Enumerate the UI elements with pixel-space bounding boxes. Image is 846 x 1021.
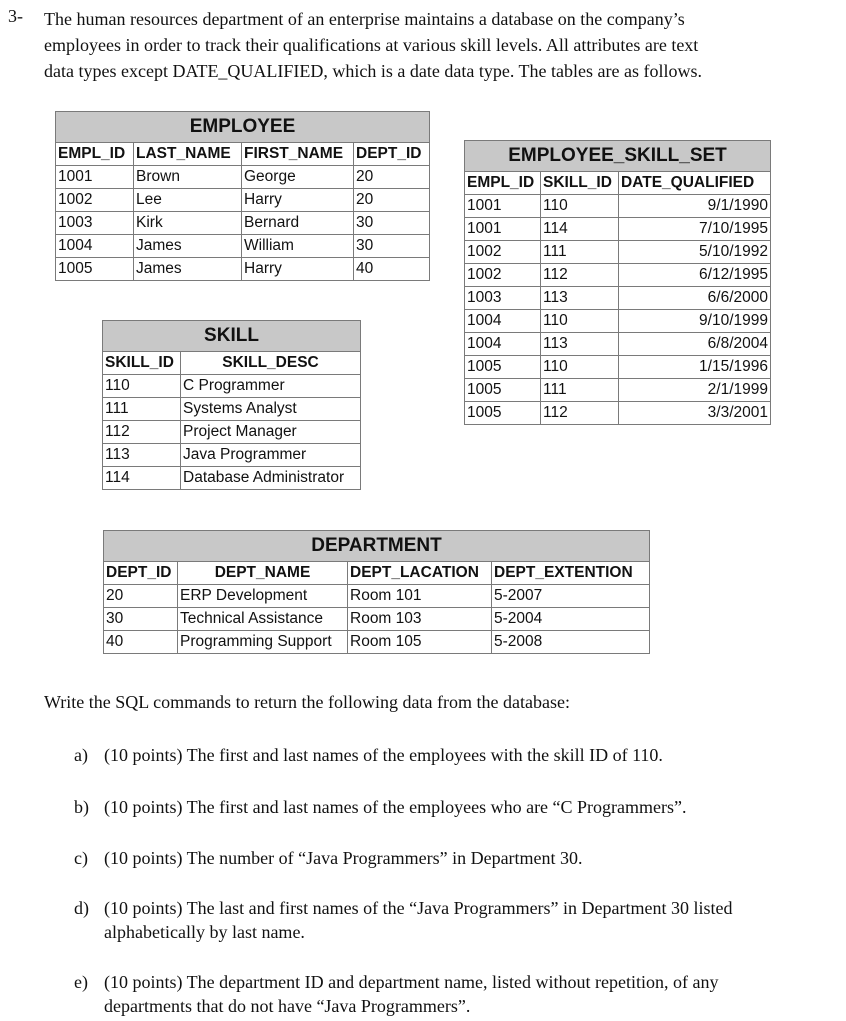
table-row (103, 444, 361, 467)
table-cell: 110 (541, 195, 619, 218)
sub-question-label: c) (74, 848, 88, 868)
table-cell: 20 (104, 585, 178, 608)
table-cell: 1001 (465, 218, 541, 241)
column-header: DEPT_EXTENTION (492, 562, 650, 585)
table-cell: Programming Support (178, 631, 348, 654)
sub-question-b (74, 795, 794, 819)
sub-question-label: b) (74, 797, 89, 817)
question-number: 3- (8, 6, 23, 26)
table-cell: 111 (541, 379, 619, 402)
table-cell: 111 (103, 398, 181, 421)
column-header: SKILL_ID (103, 352, 181, 375)
column-header: FIRST_NAME (242, 143, 354, 166)
table-cell: George (242, 166, 354, 189)
table-cell: William (242, 235, 354, 258)
table-cell: 6/6/2000 (619, 287, 771, 310)
table-row (104, 608, 650, 631)
table-cell: James (134, 235, 242, 258)
table-cell: 9/10/1999 (619, 310, 771, 333)
sub-question-label: a) (74, 745, 88, 765)
sub-question-label: d) (74, 898, 89, 918)
table-cell: 5-2008 (492, 631, 650, 654)
sub-question-text: (10 points) The number of “Java Programmers” in Department 30. (104, 848, 583, 868)
table-cell: 1005 (465, 379, 541, 402)
table-row (103, 375, 361, 398)
table-cell: 30 (354, 235, 430, 258)
table-cell: 1002 (56, 189, 134, 212)
table-cell: Room 101 (348, 585, 492, 608)
sub-question-e (74, 970, 794, 1020)
table-cell: Room 105 (348, 631, 492, 654)
table-cell: 9/1/1990 (619, 195, 771, 218)
table-row (465, 333, 771, 356)
column-header: DEPT_LACATION (348, 562, 492, 585)
table-title: SKILL (103, 321, 361, 352)
employee-skill-set-table (464, 140, 771, 425)
table-cell: 5-2007 (492, 585, 650, 608)
table-cell: 2/1/1999 (619, 379, 771, 402)
table-row (465, 287, 771, 310)
table-cell: 1004 (465, 310, 541, 333)
table-cell: 1005 (465, 356, 541, 379)
table-row (465, 356, 771, 379)
table-row (103, 421, 361, 444)
table-row (465, 264, 771, 287)
table-cell: 5/10/1992 (619, 241, 771, 264)
table-cell: Lee (134, 189, 242, 212)
table-cell: 3/3/2001 (619, 402, 771, 425)
skill-table (102, 320, 361, 490)
table-row (104, 631, 650, 654)
table-row (465, 379, 771, 402)
table-cell: Harry (242, 258, 354, 281)
table-cell: 112 (541, 264, 619, 287)
table-cell: 110 (541, 356, 619, 379)
column-header: SKILL_ID (541, 172, 619, 195)
table-row (465, 402, 771, 425)
column-header: EMPL_ID (465, 172, 541, 195)
table-cell: 1002 (465, 241, 541, 264)
table-cell: 40 (354, 258, 430, 281)
table-row (56, 235, 430, 258)
column-header: LAST_NAME (134, 143, 242, 166)
table-cell: 1002 (465, 264, 541, 287)
intro-line: employees in order to track their qualifications at various skill levels. All attributes are text (44, 35, 699, 55)
table-cell: 1005 (465, 402, 541, 425)
question-intro (44, 6, 834, 84)
table-row (465, 218, 771, 241)
intro-line: The human resources department of an enterprise maintains a database on the company’s (44, 9, 685, 29)
intro-line: data types except DATE_QUALIFIED, which is a date data type. The tables are as follows. (44, 61, 702, 81)
table-cell: 112 (103, 421, 181, 444)
table-row (465, 310, 771, 333)
table-cell: Harry (242, 189, 354, 212)
column-header: DEPT_ID (104, 562, 178, 585)
table-row (103, 467, 361, 490)
table-cell: Kirk (134, 212, 242, 235)
column-header: SKILL_DESC (181, 352, 361, 375)
sub-question-a (74, 743, 794, 767)
sub-question-d (74, 896, 794, 946)
table-cell: 1004 (56, 235, 134, 258)
table-cell: 5-2004 (492, 608, 650, 631)
table-cell: Bernard (242, 212, 354, 235)
sub-question-text: (10 points) The first and last names of the employees who are “C Programmers”. (104, 797, 687, 817)
table-cell: 1003 (56, 212, 134, 235)
table-cell: Systems Analyst (181, 398, 361, 421)
table-cell: ERP Development (178, 585, 348, 608)
table-cell: 1004 (465, 333, 541, 356)
table-title: DEPARTMENT (104, 531, 650, 562)
table-cell: Project Manager (181, 421, 361, 444)
sub-question-label: e) (74, 972, 88, 992)
table-cell: Technical Assistance (178, 608, 348, 631)
table-cell: James (134, 258, 242, 281)
table-cell: 110 (541, 310, 619, 333)
sql-prompt: Write the SQL commands to return the following data from the database: (44, 692, 570, 712)
table-cell: 1003 (465, 287, 541, 310)
table-row (56, 189, 430, 212)
sub-question-c (74, 846, 794, 870)
column-header: DEPT_ID (354, 143, 430, 166)
column-header: EMPL_ID (56, 143, 134, 166)
department-table (103, 530, 650, 654)
sub-question-text: (10 points) The first and last names of the employees with the skill ID of 110. (104, 745, 663, 765)
table-cell: 111 (541, 241, 619, 264)
table-row (56, 258, 430, 281)
table-cell: 1/15/1996 (619, 356, 771, 379)
table-cell: 1001 (465, 195, 541, 218)
table-cell: 6/8/2004 (619, 333, 771, 356)
table-cell: Room 103 (348, 608, 492, 631)
table-cell: C Programmer (181, 375, 361, 398)
sub-question-text: (10 points) The department ID and department name, listed without repetition, of any departments that do not have “Java Programmers”. (104, 972, 719, 1016)
table-cell: 114 (103, 467, 181, 490)
table-cell: Database Administrator (181, 467, 361, 490)
table-title: EMPLOYEE_SKILL_SET (465, 141, 771, 172)
table-cell: 6/12/1995 (619, 264, 771, 287)
table-row (103, 398, 361, 421)
table-cell: 1005 (56, 258, 134, 281)
table-cell: 112 (541, 402, 619, 425)
table-cell: 114 (541, 218, 619, 241)
table-cell: 113 (541, 333, 619, 356)
table-cell: Brown (134, 166, 242, 189)
table-cell: 30 (104, 608, 178, 631)
table-cell: 7/10/1995 (619, 218, 771, 241)
table-row (465, 241, 771, 264)
table-row (56, 166, 430, 189)
table-cell: 40 (104, 631, 178, 654)
table-cell: 20 (354, 166, 430, 189)
table-cell: 110 (103, 375, 181, 398)
table-cell: 113 (103, 444, 181, 467)
table-cell: Java Programmer (181, 444, 361, 467)
table-row (104, 585, 650, 608)
table-row (465, 195, 771, 218)
table-cell: 30 (354, 212, 430, 235)
column-header: DEPT_NAME (178, 562, 348, 585)
table-title: EMPLOYEE (56, 112, 430, 143)
sub-question-text: (10 points) The last and first names of the “Java Programmers” in Department 30 listed alphabetically by last name. (104, 898, 733, 942)
employee-table (55, 111, 430, 281)
table-cell: 20 (354, 189, 430, 212)
table-cell: 113 (541, 287, 619, 310)
table-row (56, 212, 430, 235)
table-cell: 1001 (56, 166, 134, 189)
column-header: DATE_QUALIFIED (619, 172, 771, 195)
